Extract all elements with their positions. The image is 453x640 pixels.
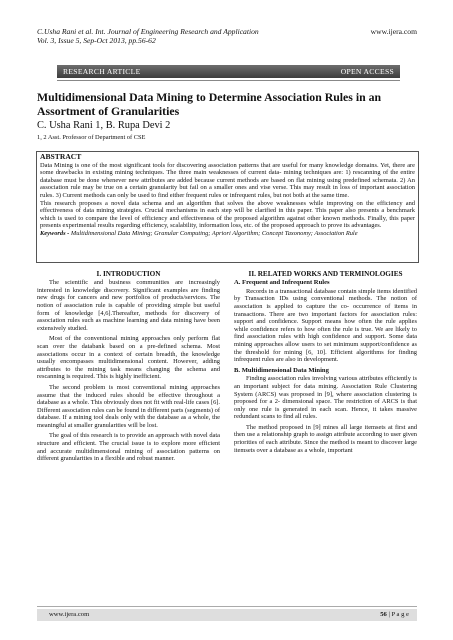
abstract-box <box>36 151 419 263</box>
abstract-heading: ABSTRACT <box>40 152 82 161</box>
right-column <box>234 270 417 457</box>
intro-paragraph-1: The scientific and business communities are increasingly interested in knowledge discovery. Significant examples are finding new drugs for cancers and new portfolios of products/services. The notion of association rule is capable of providing simple but useful form of knowledge [4,6].Thereafter, methods for discovery of association rules such as machine learning and data mining have been extensively studied. <box>37 279 220 332</box>
article-banner <box>57 65 400 78</box>
author-affiliation: 1, 2 Asst. Professor of Department of CSE <box>37 134 146 141</box>
abstract-keywords <box>40 230 415 238</box>
journal-header <box>37 27 417 45</box>
intro-paragraph-2: Most of the conventional mining approaches only perform flat scan over the databank based on a pre-defined schema. Most associations occur in a context of certain breadth, the knowledge usually encompasses multidimensional content. However, adding attributes to the mining task means changing the schema and rescanning is required. This is highly inefficient. <box>37 335 220 381</box>
research-article-label: RESEARCH ARTICLE <box>63 67 141 76</box>
header-website-link[interactable]: www.ijera.com <box>370 27 417 36</box>
journal-citation-line1: C.Usha Rani et al. Int. Journal of Engineering Research and Application <box>37 27 259 36</box>
paper-authors: C. Usha Rani 1, B. Rupa Devi 2 <box>37 120 171 131</box>
subsection-b-paragraph-1: Finding association rules involving various attributes efficiently is an important subject for data mining. Association Rule Clustering System (ARCS) was proposed in [9], where association clustering is proposed for a 2- dimensional space. The restriction of ARCS is that only one rule is generated in each scan. Hence, it takes massive redundant scans to find all rules. <box>234 375 417 421</box>
left-column <box>37 270 220 466</box>
journal-citation-line2: Vol. 3, Issue 5, Sep-Oct 2013, pp.56-62 <box>37 36 156 45</box>
introduction-heading: I. INTRODUCTION <box>96 270 161 278</box>
footer-divider <box>37 606 417 607</box>
banner-divider <box>57 80 400 81</box>
abstract-paragraph-1: Data Mining is one of the most significant tools for discovering association patterns that are useful for many knowledge domains. Yet, there are some drawbacks in existing mining techniques. The three main weaknesses of current data- mining techniques are: 1) rescanning of the entire database must be done whenever new attributes are added because current methods are based on flat mining using predefined schemata. 2) An association rule may be true on a certain granularity but fail on a smaller ones and vise verse. This may result in loss of important association rules. 3) Current methods can only be used to find either frequent rules or infrequent rules, but not both at the same time. <box>40 161 415 199</box>
intro-paragraph-4: The goal of this research is to provide an approach with novel data structure and efficient. The crucial issue is to explore more efficient and accurate multidimensional mining of association patterns on different granularities in a flexible and robust manner. <box>37 432 220 463</box>
related-works-heading: II. RELATED WORKS AND TERMINOLOGIES <box>248 270 403 278</box>
footer-website-link[interactable]: www.ijera.com <box>49 611 90 618</box>
abstract-paragraph-2: This research proposes a novel data schema and an algorithm that solves the above weaknesses while improving on the efficiency and effectiveness of data mining strategies. Crucial mechanisms in each step will be clarified in this paper. This paper also presents a benchmark which is used to compare the level of efficiency and effectiveness of the proposed algorithm against other known methods. Finally, this paper presents experimental results regarding efficiency, scalability, information loss, etc. of the proposed approach to prove its advantages. <box>40 199 415 230</box>
keywords-text: Multidimensional Data Mining; Granular Computing; Apriori Algorithm; Concept Taxonomy; Association Rule <box>70 229 358 237</box>
subsection-a-heading: A. Frequent and Infrequent Rules <box>234 279 330 287</box>
subsection-a-paragraph: Records in a transactional database contain simple items identified by Transaction IDs using conventional methods. The notion of association is applied to capture the co- occurrence of items in transactions. There are two important factors for association rules: support and confidence. Support means how often the rule applies while confidence refers to how often the rule is true. We are likely to find association rules with high confidence and support. Some data mining approaches allow users to set minimum support/confidence as the threshold for mining [6, 10]. Efficient algorithms for finding infrequent rules are also in development. <box>234 287 417 364</box>
page-number <box>380 609 409 621</box>
subsection-b-heading: B. Multidimensional Data Mining <box>234 366 329 374</box>
open-access-label: OPEN ACCESS <box>340 67 394 76</box>
paper-title: Multidimensional Data Mining to Determine Association Rules in an Assortment of Granularities <box>37 90 382 118</box>
page-footer <box>37 609 417 621</box>
page-number-value: 56 <box>380 611 387 618</box>
page-number-label: | P a g e <box>388 611 409 618</box>
subsection-b-paragraph-2: The method proposed in [9] mines all large itemsets at first and then use a relationship graph to assign attribute according to user given priorities of each attribute. Since the method is meant to discover large itemsets over a database as a whole, important <box>234 423 417 454</box>
intro-paragraph-3: The second problem is most conventional mining approaches assume that the induced rules should be effective throughout a database as a whole. This obviously does not fit with real-life cases [6]. Different association rules can be found in different parts (segments) of database. If a mining tool deals only with the database as a whole, the meaningful at smaller granularities will be lost. <box>37 383 220 429</box>
keywords-label: Keywords - <box>40 229 70 237</box>
